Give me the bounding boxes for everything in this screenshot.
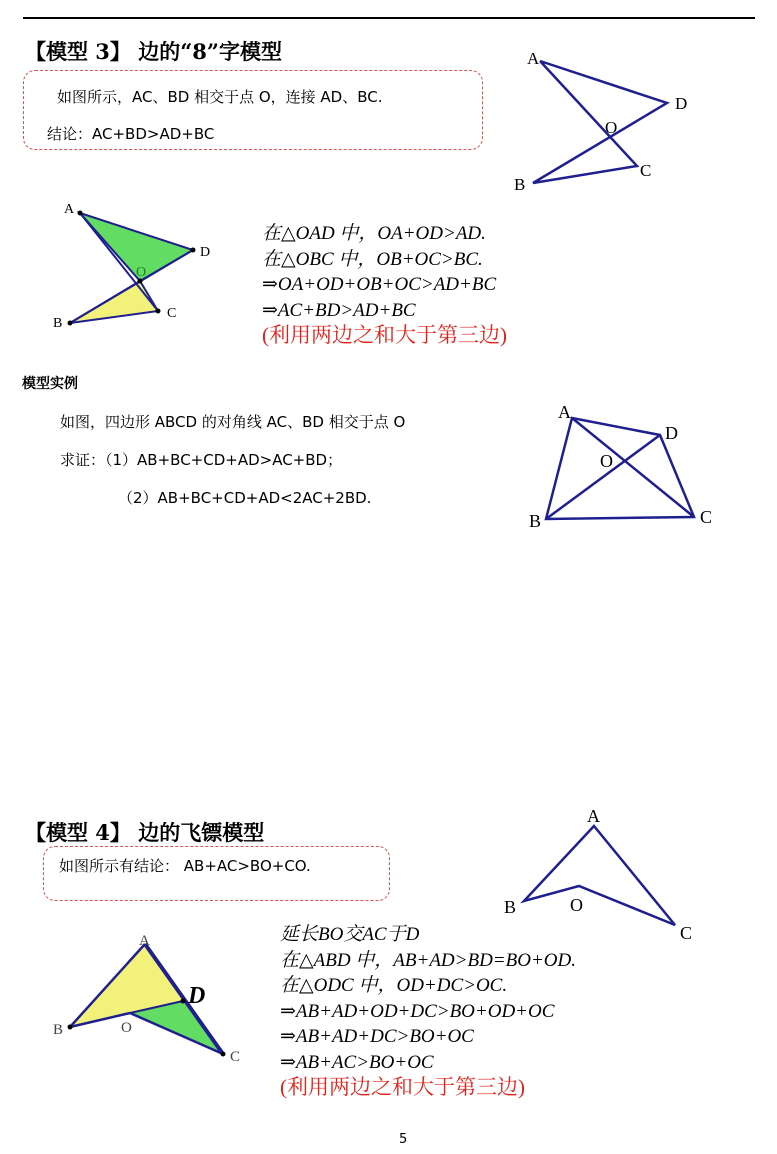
label-d: D xyxy=(200,245,211,260)
model3-conclusion-box xyxy=(23,70,483,150)
example-line1: 如图，四边形 ABCD 的对角线 AC、BD 相交于点 O xyxy=(60,413,406,431)
proof-reason: (利用两边之和大于第三边) xyxy=(262,323,507,347)
top-rule xyxy=(23,17,755,19)
page-number: 5 xyxy=(399,1132,408,1147)
label-a: A xyxy=(527,49,540,68)
model4-figure-filled xyxy=(50,925,250,1070)
example-figure xyxy=(520,398,720,533)
label-a: A xyxy=(139,933,150,949)
proof-line: 延长BO交AC于D xyxy=(280,924,420,945)
proof-line: 在△ODC 中，OD+DC>OC. xyxy=(280,975,508,996)
proof-line: ⇒AC+BD>AD+BC xyxy=(262,299,416,321)
proof-line: 在△OBC 中，OB+OC>BC. xyxy=(262,248,483,270)
model3-figure-filled xyxy=(50,198,230,333)
label-o: O xyxy=(600,451,613,471)
example-line3: （2）AB+BC+CD+AD<2AC+2BD. xyxy=(118,489,372,507)
label-b: B xyxy=(529,511,542,531)
label-o: O xyxy=(121,1020,132,1036)
label-d: D xyxy=(188,983,206,1009)
proof-line: ⇒AB+AC>BO+OC xyxy=(280,1051,434,1073)
label-o: O xyxy=(136,265,147,280)
proof-line: ⇒OA+OD+OB+OC>AD+BC xyxy=(262,274,497,295)
label-c: C xyxy=(167,306,177,321)
label-o: O xyxy=(605,118,618,137)
label-o: O xyxy=(570,895,583,915)
model4-conclusion-box xyxy=(43,846,390,901)
proof-reason: (利用两边之和大于第三边) xyxy=(280,1075,525,1099)
label-b: B xyxy=(53,316,63,331)
proof-line: ⇒AB+AD+OD+DC>BO+OD+OC xyxy=(280,1000,555,1022)
label-a: A xyxy=(64,202,75,217)
example-heading: 模型实例 xyxy=(22,376,78,392)
model3-figure-outline xyxy=(505,40,705,200)
label-b: B xyxy=(514,175,526,194)
example-line2: 求证：（1）AB+BC+CD+AD>AC+BD； xyxy=(60,451,343,469)
model4-proof xyxy=(280,922,576,1101)
model3-title: 【模型 3】 边的“8”字模型 xyxy=(25,39,283,64)
model4-box-line1: 如图所示有结论： AB+AC>BO+CO. xyxy=(59,857,311,875)
model4-title: 【模型 4】 边的飞镖模型 xyxy=(25,820,265,845)
label-a: A xyxy=(587,806,600,826)
label-b: B xyxy=(53,1022,64,1038)
label-a: A xyxy=(558,402,571,422)
label-c: C xyxy=(680,923,693,943)
proof-line: 在△ABD 中，AB+AD>BD=BO+OD. xyxy=(280,949,576,971)
label-d: D xyxy=(675,94,688,113)
label-c: C xyxy=(230,1049,241,1065)
label-b: B xyxy=(504,897,517,917)
label-c: C xyxy=(640,161,652,180)
model3-proof xyxy=(262,221,507,349)
label-c: C xyxy=(700,507,713,527)
model3-box-line2: 结论：AC+BD>AD+BC xyxy=(47,125,215,143)
label-d: D xyxy=(665,423,678,443)
proof-line: ⇒AB+AD+DC>BO+OC xyxy=(280,1026,474,1047)
proof-line: 在△OAD 中，OA+OD>AD. xyxy=(262,223,486,244)
model3-box-line1: 如图所示，AC、BD 相交于点 O，连接 AD、BC. xyxy=(57,88,383,106)
